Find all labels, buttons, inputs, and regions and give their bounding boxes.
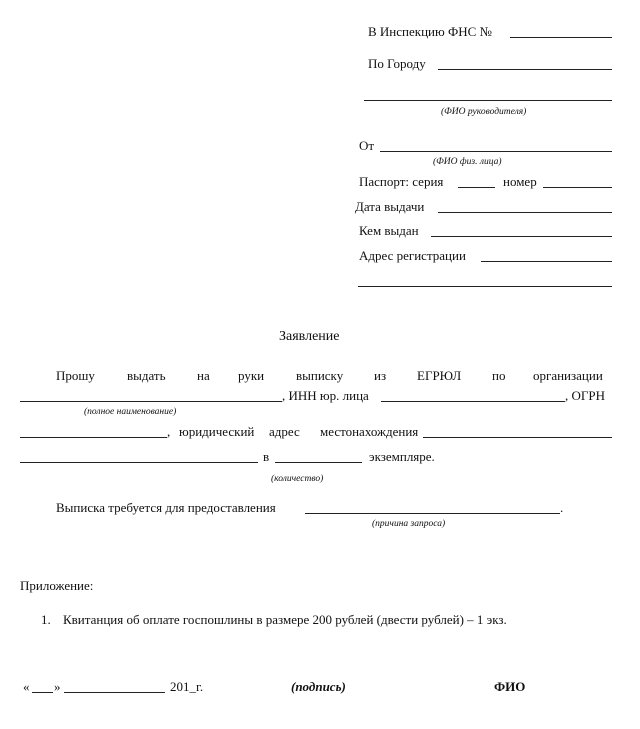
passport-series-label: Паспорт: серия [359, 174, 444, 189]
copies-label: экземпляре. [369, 449, 435, 464]
body-word: выдать [127, 368, 166, 383]
issue-date-line[interactable] [438, 212, 612, 213]
document-title: Заявление [279, 329, 340, 344]
passport-number-label: номер [503, 174, 537, 189]
quantity-line[interactable] [275, 462, 362, 463]
date-month-line[interactable] [64, 692, 165, 693]
from-label: От [359, 138, 375, 153]
body-word: выписку [296, 368, 344, 383]
address-line-2[interactable] [358, 286, 612, 287]
body-word: по [492, 368, 506, 383]
inspection-label: В Инспекцию ФНС № [368, 24, 492, 39]
date-day-line[interactable] [32, 692, 53, 693]
ogrn-label: , ОГРН [565, 388, 606, 403]
inspection-number-line[interactable] [510, 37, 612, 38]
body-word: местонахождения [320, 424, 419, 439]
head-name-line[interactable] [364, 100, 612, 101]
date-year: 201_г. [170, 679, 204, 694]
body-word: ЕГРЮЛ [417, 368, 462, 383]
quantity-caption: (количество) [271, 474, 324, 484]
body-word: организации [533, 368, 603, 383]
fio-label: ФИО [494, 679, 526, 694]
ogrn-line[interactable] [20, 437, 167, 438]
passport-series-line[interactable] [458, 187, 495, 188]
org-fullname-line[interactable] [20, 401, 282, 402]
fullname-caption: (полное наименование) [84, 407, 177, 417]
body-word: адрес [269, 424, 300, 439]
signature-label: (подпись) [291, 679, 346, 694]
in-label: в [263, 449, 270, 464]
head-caption: (ФИО руководителя) [441, 107, 527, 117]
body-word: из [374, 368, 387, 383]
purpose-label: Выписка требуется для предоставления [56, 500, 276, 515]
body-word: юридический [179, 424, 255, 439]
date-open-quote: « [23, 679, 30, 694]
passport-number-line[interactable] [543, 187, 612, 188]
date-close-quote: » [54, 679, 61, 694]
body-word: руки [238, 368, 265, 383]
person-caption: (ФИО физ. лица) [433, 157, 502, 167]
inn-label: , ИНН юр. лица [282, 388, 369, 403]
body-word: , [167, 424, 171, 439]
address-label: Адрес регистрации [359, 248, 466, 263]
body-word: на [197, 368, 210, 383]
legal-address-line[interactable] [423, 437, 612, 438]
issue-date-label: Дата выдачи [355, 199, 425, 214]
purpose-line[interactable] [305, 513, 560, 514]
attachment-item-text: Квитанция об оплате госпошлины в размере 200 рублей (двести рублей) – 1 экз. [63, 612, 507, 627]
address-line[interactable] [481, 261, 612, 262]
attachment-label: Приложение: [20, 578, 94, 593]
issued-by-line[interactable] [431, 236, 612, 237]
body-word: Прошу [56, 368, 95, 383]
city-line[interactable] [438, 69, 612, 70]
legal-address-line-2[interactable] [20, 462, 258, 463]
from-line[interactable] [380, 151, 612, 152]
inn-line[interactable] [381, 401, 565, 402]
purpose-end: . [560, 500, 564, 515]
city-label: По Городу [368, 56, 426, 71]
issued-by-label: Кем выдан [359, 223, 419, 238]
attachment-item-number: 1. [41, 612, 51, 627]
reason-caption: (причина запроса) [372, 519, 446, 529]
